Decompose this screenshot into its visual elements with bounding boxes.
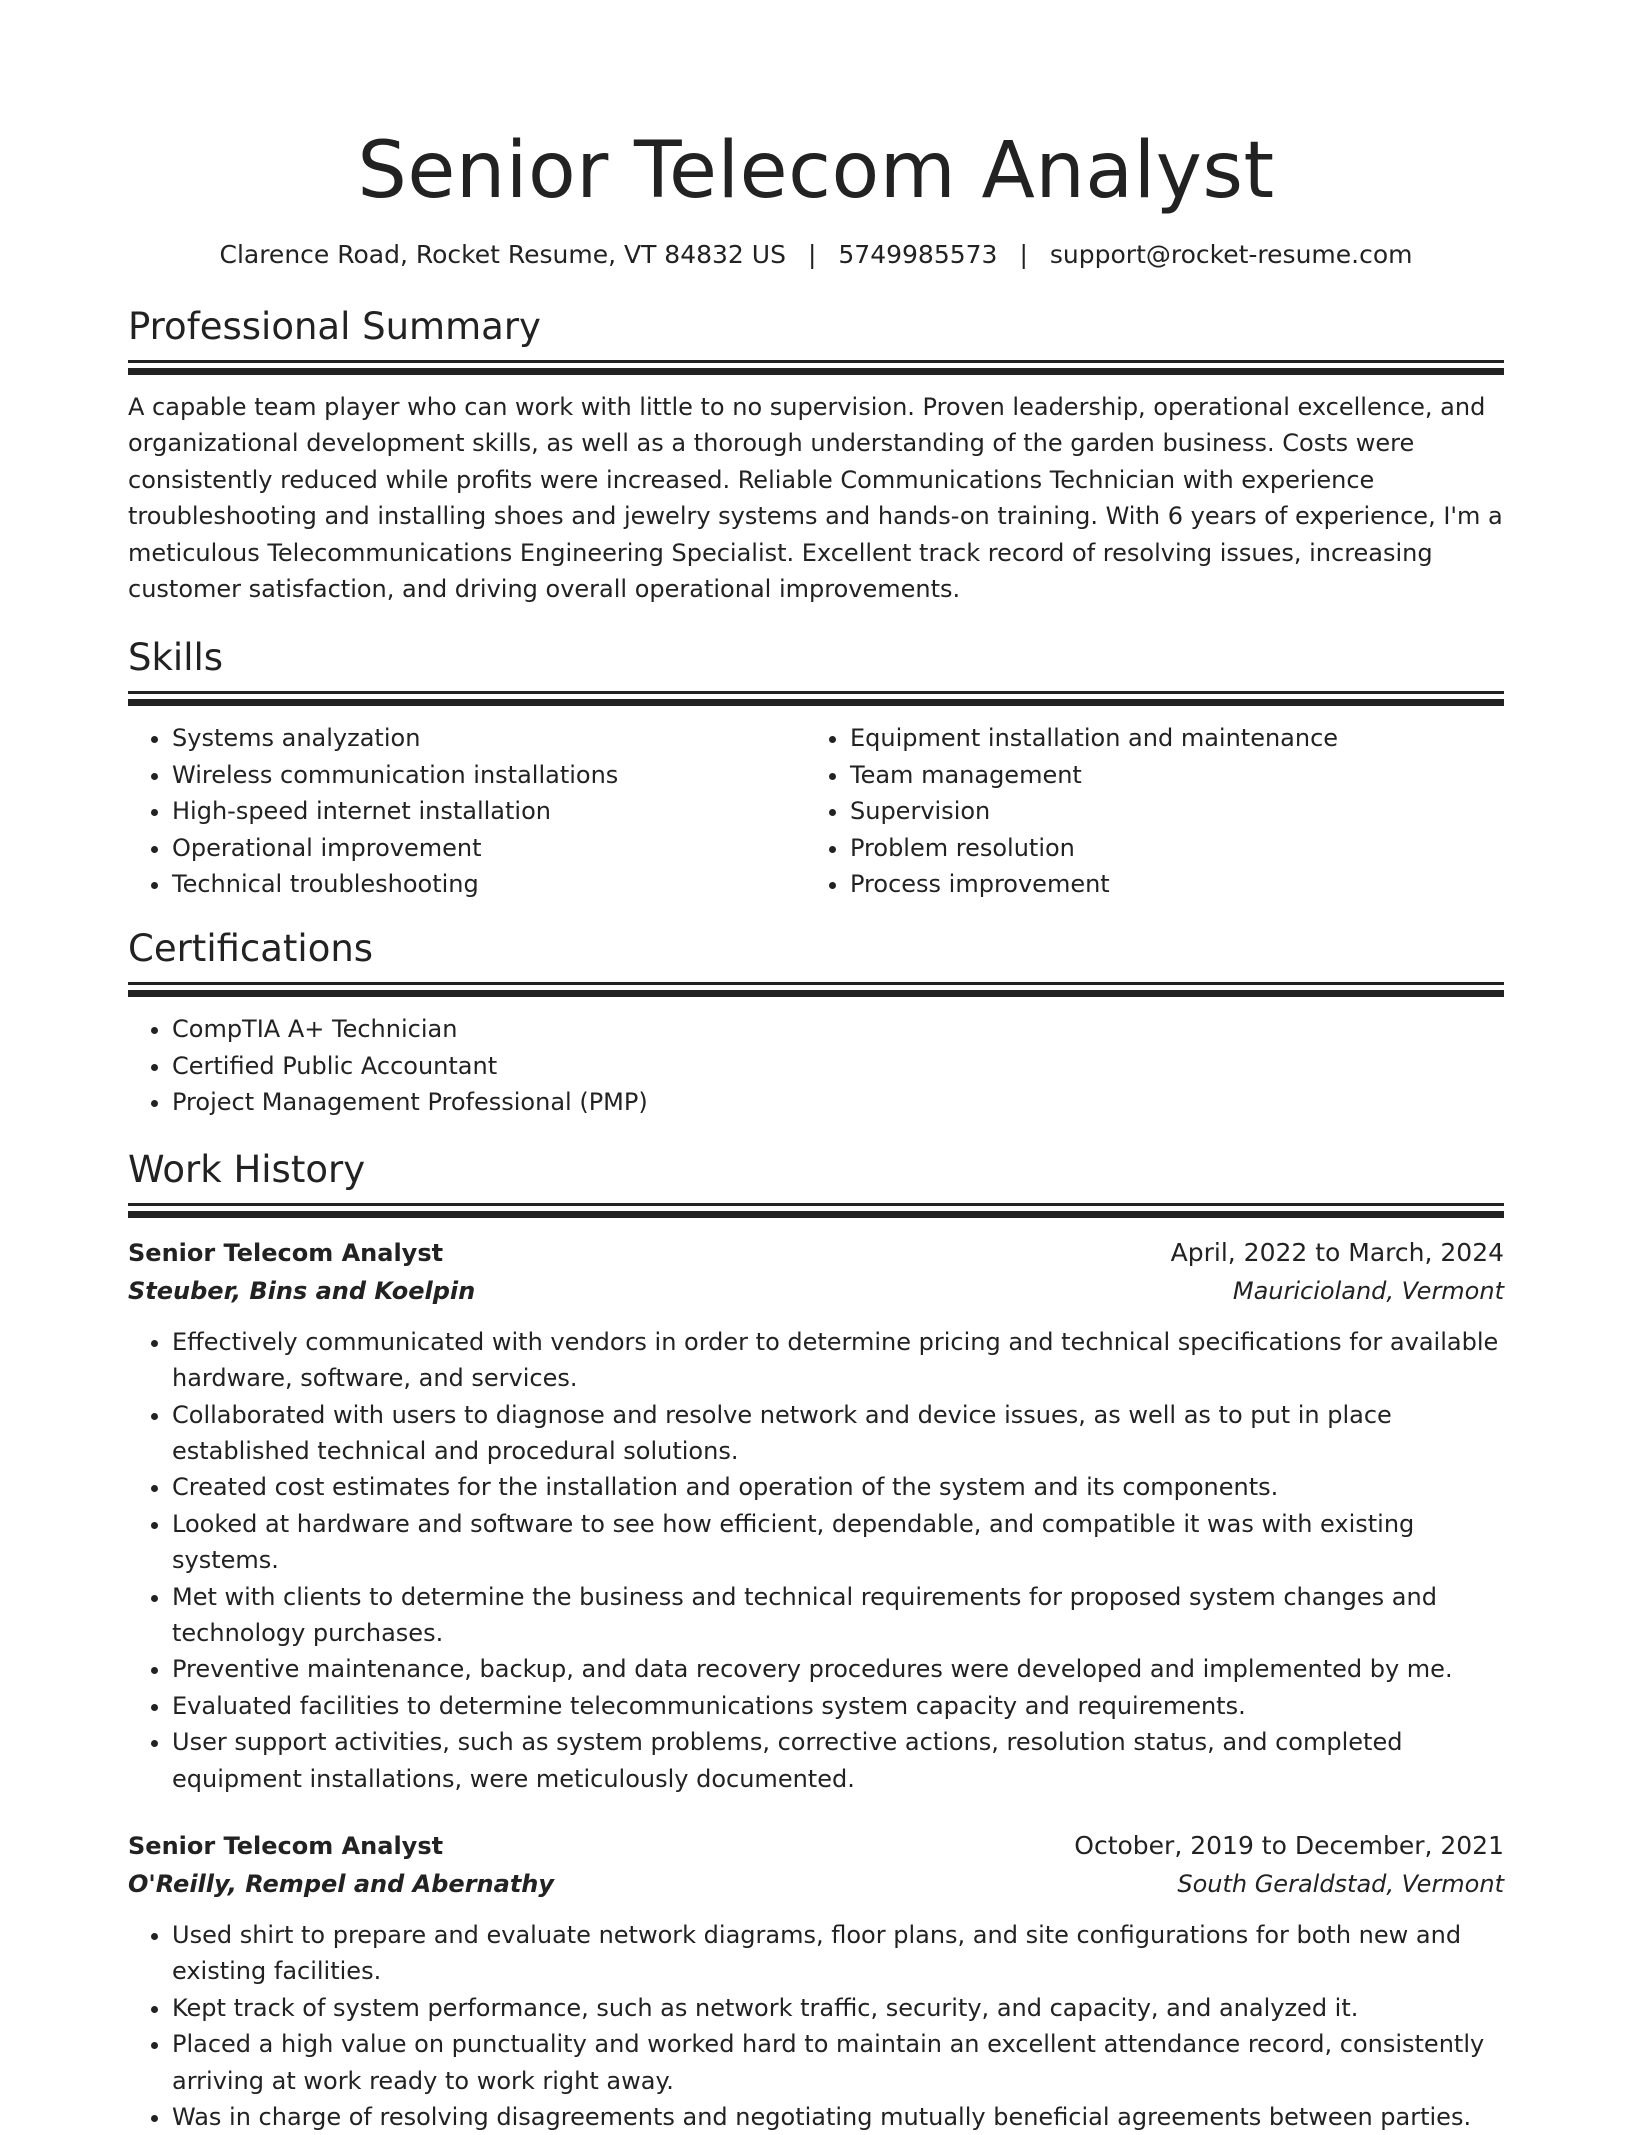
certifications-section [128, 926, 1504, 1120]
skill-item: • High-speed internet installation [172, 793, 806, 829]
contact-separator: | [1019, 240, 1028, 269]
job-bullets [128, 1324, 1504, 1797]
job-header [128, 1827, 1504, 1865]
certifications-heading: Certifications [128, 927, 374, 971]
job-entry [128, 1827, 1504, 2135]
job-bullet: • Kept track of system performance, such as network traffic, security, and capacity, and analyzed it. [172, 1990, 1504, 2026]
job-title: Senior Telecom Analyst [128, 1238, 444, 1267]
section-divider [128, 1203, 1504, 1206]
summary-section [128, 304, 1504, 607]
summary-text: A capable team player who can work with little to no supervision. Proven leadership, operational excellence, and organizational development skills, as well as a thorough understanding of the garden business. Costs were consistently reduced while profits were increased. Reliable Communications Technician with experience troubleshooting and installing shoes and jewelry systems and hands-on training. With 6 years of experience, I'm a meticulous Telecommunications Engineering Specialist. Excellent track record of resolving issues, increasing customer satisfaction, and driving overall operational improvements. [128, 393, 1503, 604]
skills-list-right [806, 720, 1484, 902]
contact-phone: 5749985573 [838, 240, 998, 269]
job-bullet: • Collaborated with users to diagnose and resolve network and device issues, as well as to put in place established technical and procedural solutions. [172, 1397, 1504, 1470]
skill-item: • Equipment installation and maintenance [850, 720, 1484, 756]
section-divider [128, 982, 1504, 985]
job-bullet: • Evaluated facilities to determine telecommunications system capacity and requirements. [172, 1688, 1504, 1724]
work-history-heading: Work History [128, 1147, 366, 1191]
skill-item: • Supervision [850, 793, 1484, 829]
skills-grid [128, 720, 1504, 902]
section-divider [128, 360, 1504, 363]
job-entry [128, 1234, 1504, 1797]
job-title: Senior Telecom Analyst [128, 1831, 444, 1860]
contact-address: Clarence Road, Rocket Resume, VT 84832 US [219, 240, 786, 269]
contact-separator: | [807, 240, 817, 269]
job-header [128, 1234, 1504, 1272]
job-location: Mauricioland, Vermont [1232, 1276, 1504, 1305]
certification-item: • Certified Public Accountant [172, 1048, 1504, 1084]
job-bullet: • Met with clients to determine the business and technical requirements for proposed system changes and technology purchases. [172, 1579, 1504, 1652]
job-bullet: • Placed a high value on punctuality and worked hard to maintain an excellent attendance record, consistently arriving at work ready to work right away. [172, 2026, 1504, 2099]
certification-item: • Project Management Professional (PMP) [172, 1084, 1504, 1120]
contact-line [128, 238, 1504, 272]
job-bullet: • User support activities, such as system problems, corrective actions, resolution status, and completed equipment installations, were meticulously documented. [172, 1724, 1504, 1797]
job-bullet: • Was in charge of resolving disagreements and negotiating mutually beneficial agreements between parties. [172, 2099, 1504, 2135]
job-bullet: • Created cost estimates for the installation and operation of the system and its components. [172, 1469, 1504, 1505]
resume-page [128, 0, 1504, 2135]
work-history-section [128, 1147, 1504, 2135]
skill-item: • Technical troubleshooting [172, 866, 806, 902]
section-divider-thick [128, 699, 1504, 706]
certifications-list [128, 1011, 1504, 1120]
job-bullets [128, 1917, 1504, 2135]
skills-section [128, 635, 1504, 902]
resume-title: Senior Telecom Analyst [357, 126, 1275, 216]
job-location: South Geraldstad, Vermont [1177, 1869, 1504, 1898]
job-bullet: • Looked at hardware and software to see how efficient, dependable, and compatible it was with existing systems. [172, 1506, 1504, 1579]
job-bullet: • Preventive maintenance, backup, and data recovery procedures were developed and implemented by me. [172, 1651, 1504, 1687]
job-bullet: • Effectively communicated with vendors in order to determine pricing and technical specifications for available hardware, software, and services. [172, 1324, 1504, 1397]
job-subheader [128, 1272, 1504, 1310]
job-dates: April, 2022 to March, 2024 [1170, 1237, 1504, 1267]
section-divider-thick [128, 1211, 1504, 1218]
skill-item: • Team management [850, 757, 1484, 793]
skills-heading: Skills [128, 636, 224, 680]
job-company: O'Reilly, Rempel and Abernathy [128, 1869, 555, 1898]
skills-list-left [128, 720, 806, 902]
summary-heading: Professional Summary [128, 305, 541, 348]
skill-item: • Problem resolution [850, 830, 1484, 866]
skill-item: • Operational improvement [172, 830, 806, 866]
job-dates: October, 2019 to December, 2021 [1074, 1830, 1504, 1860]
skill-item: • Process improvement [850, 866, 1484, 902]
skill-item: • Wireless communication installations [172, 757, 806, 793]
job-company: Steuber, Bins and Koelpin [128, 1276, 476, 1305]
section-divider-thick [128, 368, 1504, 375]
job-subheader [128, 1865, 1504, 1903]
contact-email: support@rocket-resume.com [1049, 240, 1413, 269]
section-divider [128, 691, 1504, 694]
job-bullet: • Used shirt to prepare and evaluate network diagrams, floor plans, and site configurations for both new and existing facilities. [172, 1917, 1504, 1990]
skill-item: • Systems analyzation [172, 720, 806, 756]
certification-item: • CompTIA A+ Technician [172, 1011, 1504, 1047]
section-divider-thick [128, 990, 1504, 997]
